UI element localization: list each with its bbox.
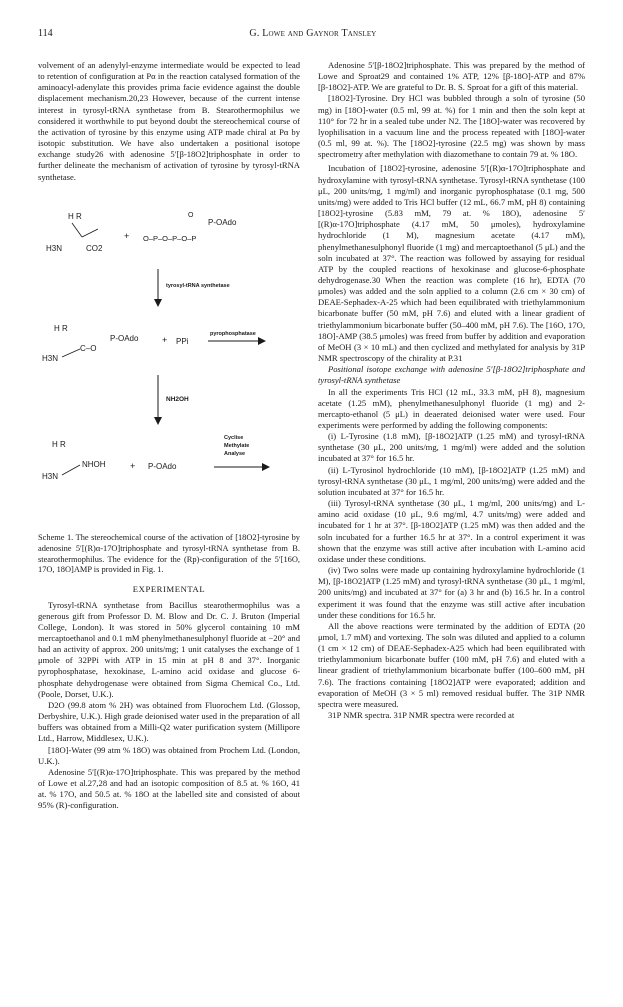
scheme-ado-2: P-OAdo — [110, 333, 139, 343]
scheme-ppi: PPi — [176, 336, 189, 346]
intro-paragraph: volvement of an adenylyl-enzyme intermediate would be expected to lead to retention of configuration at Pα in the reaction catalysed formation of the aminoacyl-adenylate this provides prima facie evidence against the double displacement mechanism.20,23 However, because of the current intense interest in tyrosyl-tRNA synthetase from B. Stearothermophilus we considered it worthwhile to put beyond doubt the stereochemical course of the activation of tyrosine by this enzyme using ATP made chiral at Pα by isotopic substitution. We have also undertaken a positional isotope exchange study26 with adenosine 5′[β-18O2]triphosphate in order to further delineate the mechanism of activation of tyrosine by tyrosyl-tRNA synthetase. — [38, 60, 300, 182]
scheme-analyse-label: Analyse — [224, 450, 246, 457]
reaction-scheme-drawing — [38, 189, 300, 529]
arrow-head-ppase — [258, 337, 266, 345]
page-header — [38, 28, 588, 42]
experimental-paragraph: Adenosine 5′[(R)α-17O]triphosphate. This was prepared by the method of Lowe et al.27,28 and had an isotopic composition of 8.5 at. % 16O, 41 at. % 17O, and 50.5 at. % 18O at the labelled site and consisted of about 95% (R)-configuration. — [38, 766, 300, 811]
paragraph: [18O2]-Tyrosine. Dry HCl was bubbled through a soln of tyrosine (50 mg) in [18O]-water (0.5 ml, 99 at. %) for 1 min and then the soln kept at 110° for 72 hr in a sealed tube under N2. The [18O]-water was recovered by lyophilisation in a vacuum line and the process repeated with [18O]-water (0.5 ml, 99 at. %). The [18O2]-tyrosine (22.5 mg) was shown by mass spectrometry after methylation with diazomethane to contain 79 at. % 18O. — [318, 93, 585, 160]
reaction-scheme — [38, 189, 300, 529]
scheme-hr-3: H R — [52, 439, 66, 449]
paragraph: (i) L-Tyrosine (1.8 mM), [β-18O2]ATP (1.25 mM) and tyrosyl-tRNA synthetase (30 μL, 200 units/mg, 1 mg/ml) were added and the solution incubated at 37° for 16.5 hr. — [318, 431, 585, 464]
bond-line — [82, 229, 98, 237]
scheme-oxygen-label: O — [188, 211, 194, 219]
bond-line — [62, 465, 80, 475]
scheme-ppase-label: pyrophosphatase — [210, 330, 256, 337]
paragraph: In all the experiments Tris HCl (12 mL, 33.3 mM, pH 8), magnesium acetate (1.25 mM), phenylmethanesulphonyl fluoride (1 mg) and 2-mercapto-ethanol (5 μL) in deaerated deionised water were used. Four experiments were performed by adding the following components: — [318, 386, 585, 430]
page-number: 114 — [38, 28, 53, 39]
left-column — [38, 60, 300, 811]
section-heading-experimental: EXPERIMENTAL — [132, 584, 206, 595]
scheme-nhoh: NHOH — [82, 459, 106, 469]
scheme-h3n-3: H3N — [42, 471, 59, 481]
scheme-plus-1: + — [124, 230, 130, 241]
paragraph: Incubation of [18O2]-tyrosine, adenosine 5′[(R)α-17O]triphosphate and hydroxylamine with tyrosyl-tRNA synthetase. Tyrosyl-tRNA synthetase (100 μL, 200 units/mg, 1 mg/ml) and inorganic pyrophosphatase (0.1 mg, 500 units/mg) were added to Tris HCl buffer (12 mL, 66.7 mM, pH 8) containing [18O2]-tyrosine (5.83 mM, 79 at. % 18O), adenosine 5′[(R)α-17O]triphosphate (4.17 mM, 50 μmoles), hydroxylamine hydrochloride (1 M), magnesium acetate (4.17 mM), phenylmethanesulphonyl fluoride (1 mg) and mercaptoethanol (5 μL) and the soln incubated at 37°. The reaction was followed by assaying for residual ATP by the coupled reactions of hexokinase and glucose-6-phosphate dehydrogenase.30 When the reaction was complete (16 hr), EDTA (70 μmoles) was added and the soln applied to a column (2.6 cm × 30 cm) of DEAE-Sephadex-A-25 which had been equilibrated with triethylammonium bicarbonate buffer (50 mM, pH 7.6) and eluted with a linear gradient of triethylammonium bicarbonate buffer (50–400 mM, pH 7.6). The [16O, 17O, 18O]-AMP (38.5 μmoles) was freed from buffer by addition and evaporation of MeOH (3 × 10 mL) and then cyclized and methylated for analysis by 31P NMR spectroscopy of the chirality at P.31 — [318, 163, 585, 364]
scheme-triphosphate: O–P–O–P–O–P — [143, 233, 197, 243]
paragraph: All the above reactions were terminated by the addition of EDTA (20 μmol, 1.7 mM) and vortexing. The soln was diluted and applied to a column (1 cm × 12 cm) of DEAE-Sephadex-A25 which had been equilibrated with triethylammonium bicarbonate buffer (100 mM, pH 7.6) and eluted with a linear gradient of triethylammonium bicarbonate buffer (100–600 mM, pH 7.6). The fractions containing [18O2]ATP were evaporated; addition and evaporation of MeOH (3 × 5 ml) removed residual buffer. The 31P NMR spectra were measured. — [318, 620, 585, 709]
arrow-head-1 — [154, 299, 162, 307]
arrow-head-2 — [154, 417, 162, 425]
paragraph: (iii) Tyrosyl-tRNA synthetase (30 μL, 1 mg/ml, 200 units/mg) and L-amino acid oxidase (10 μL, 9.6 mg/ml, 4.7 units/mg) were added and incubated for 1 hr at 37°. [β-18O2]ATP (1.25 mM) was then added and the soln incubated for a further 16.5 hr at 37°. In a control experiment it was shown that the enzyme was still active after incubation with L-amino acid oxidase under these conditions. — [318, 498, 585, 564]
subheading: Positional isotope exchange with adenosine 5′[β-18O2]triphosphate and tyrosyl-tRNA synthetase — [318, 364, 585, 386]
scheme-h3n-1: H3N — [46, 243, 63, 253]
running-head: G. Lowe and Gaynor Tansley — [249, 28, 377, 39]
experimental-paragraph: Tyrosyl-tRNA synthetase from Bacillus stearothermophilus was a generous gift from Professor D. M. Blow and Dr. C. J. Bruton (Imperial College, London). It was stored in 50% glycerol containing 10 mM mercaptoethanol and 0.1 mM phenylmethanesulphonyl fluoride at −20° and had an activity of approx. 200 units/mg; 1 unit catalyses the exchange of 1 μmole of 32PPi with ATP in 15 min at pH 8 and 37°. Inorganic pyrophosphatase, hexokinase, L-amino acid oxidase and glucose 6-phosphate dehydrogenase were obtained from Sigma Chemical Co., Ltd. (Poole, Dorset, U.K.). — [38, 599, 300, 699]
scheme-ado-3: P-OAdo — [148, 461, 177, 471]
arrow-head-3 — [262, 463, 270, 471]
scheme-caption: Scheme 1. The stereochemical course of the activation of [18O2]-tyrosine by adenosine 5′[(R)α-17O]triphosphate and tyrosyl-tRNA synthetase from B. stearothermophilus. The evidence for the (Rp)-configuration of the 5′[16O, 17O, 18O]AMP is provided in Fig. 1. — [38, 532, 300, 575]
paragraph: (iv) Two solns were made up containing hydroxylamine hydrochloride (1 M), [β-18O2]ATP (1.25 mM) and tyrosyl-tRNA synthetase (30 μL, 1 mg/ml, 200 units/mg) and incubated at 37° for (a) 3 hr and (b) 16.5 hr. In a control experiment it was found that the enzyme was still active after incubation under these conditions for 16.5 hr. — [318, 565, 585, 620]
paragraph: Adenosine 5′[β-18O2]triphosphate. This was prepared by the method of Lowe and Sproat29 and contained 1% ATP, 12% [β-18O]-ATP and 87% [β-18O2]-ATP. We are grateful to Dr. B. S. Sproat for a gift of this material. — [318, 60, 585, 93]
bond-line — [62, 349, 80, 357]
scheme-enzyme-label: tyrosyl-tRNA synthetase — [166, 282, 230, 289]
scheme-ado-1: P-OAdo — [208, 217, 237, 227]
experimental-paragraph: D2O (99.8 atom % 2H) was obtained from Fluorochem Ltd. (Glossop, Derbyshire, U.K.). High grade deionised water used in the preparation of all buffers was obtained from a Milli-Q2 water purification system (Millipore Ltd., Harrow, Middlesex, U.K.). — [38, 699, 300, 744]
scheme-hr-1: H R — [68, 211, 82, 221]
scheme-methylate-label: Methylate — [224, 442, 250, 449]
right-column — [318, 60, 585, 721]
scheme-nh2oh-label: NH2OH — [166, 395, 189, 403]
scheme-plus-2: + — [162, 334, 168, 345]
scheme-co2: CO2 — [86, 243, 103, 253]
scheme-h3n-2: H3N — [42, 353, 59, 363]
bond-line — [72, 223, 82, 237]
paragraph: 31P NMR spectra. 31P NMR spectra were recorded at — [328, 710, 515, 721]
scheme-cyclise-label: Cyclise — [224, 434, 244, 441]
scheme-hr-2: H R — [54, 323, 68, 333]
scheme-acyl: C–O — [80, 343, 97, 353]
experimental-paragraph: [18O]-Water (99 atm % 18O) was obtained from Prochem Ltd. (London, U.K.). — [38, 744, 300, 766]
paragraph: (ii) L-Tyrosinol hydrochloride (10 mM), [β-18O2]ATP (1.25 mM) and tyrosyl-tRNA synthetase (30 μL, 1 mg/ml, 200 units/mg) were added and the solution incubated at 37° for 16.5 hr. — [318, 464, 585, 497]
scheme-plus-3: + — [130, 460, 136, 471]
